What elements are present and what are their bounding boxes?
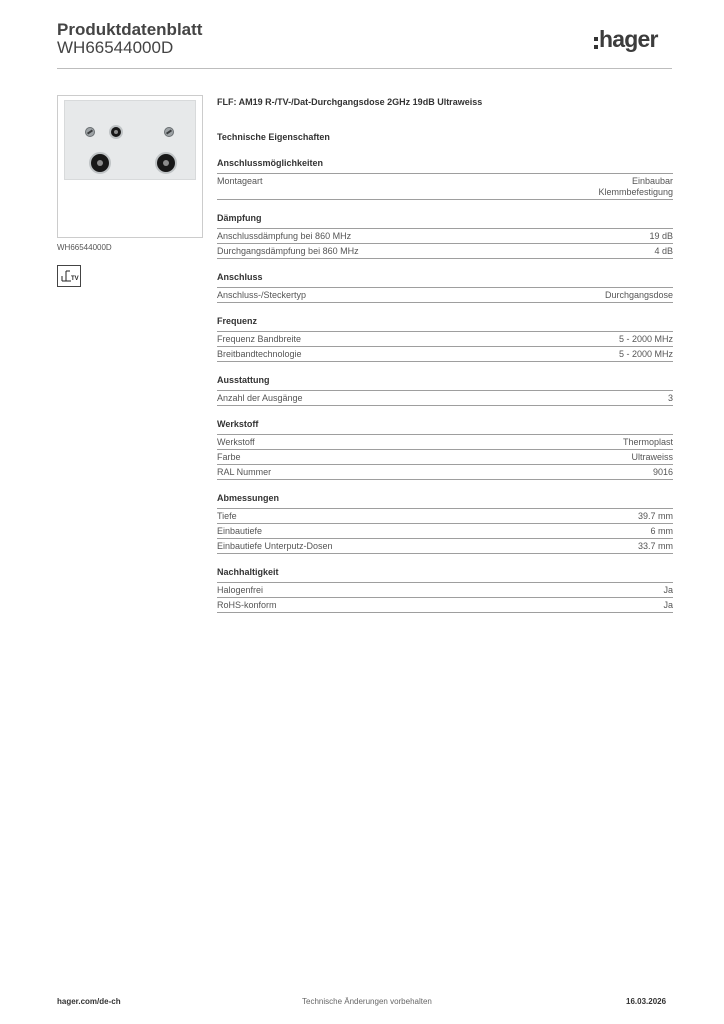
spec-label: Frequenz Bandbreite	[217, 334, 302, 344]
spec-value	[638, 541, 673, 552]
spec-group	[217, 212, 673, 259]
radio-port-icon	[155, 152, 177, 174]
group-title: Abmessungen	[217, 493, 280, 503]
tv-port-icon	[89, 152, 111, 174]
spec-value	[638, 511, 673, 522]
spec-row	[217, 598, 673, 613]
group-title: Werkstoff	[217, 419, 259, 429]
spec-value-line: Einbaubar	[631, 176, 673, 186]
section-heading: Technische Eigenschaften	[217, 132, 330, 142]
footer-date: 16.03.2026	[626, 997, 667, 1006]
spec-row	[217, 509, 673, 524]
spec-value	[619, 334, 673, 345]
spec-row	[217, 174, 673, 200]
document-title: Produktdatenblatt	[57, 20, 203, 39]
spec-row	[217, 583, 673, 598]
spec-value-line: 5 - 2000 MHz	[618, 334, 673, 344]
group-title: Ausstattung	[217, 375, 270, 385]
spec-label: Durchgangsdämpfung bei 860 MHz	[217, 246, 359, 256]
spec-label: Farbe	[217, 452, 241, 462]
spec-value	[654, 246, 673, 257]
spec-value	[605, 290, 673, 301]
group-title: Anschluss	[217, 272, 263, 282]
spec-value-line: 19 dB	[649, 231, 673, 241]
spec-group	[217, 566, 673, 613]
tv-socket-symbol-icon	[57, 265, 81, 287]
spec-group	[217, 157, 673, 200]
spec-value	[623, 437, 673, 448]
spec-value	[619, 349, 673, 360]
spec-row	[217, 229, 673, 244]
hager-logo	[594, 28, 674, 58]
group-title: Frequenz	[217, 316, 258, 326]
spec-value	[598, 176, 673, 198]
article-number: WH66544000D	[57, 38, 174, 57]
screw-icon	[85, 127, 95, 137]
spec-label: Tiefe	[217, 511, 237, 521]
symbol-label: TV	[71, 276, 79, 282]
spec-group	[217, 418, 673, 480]
spec-row	[217, 450, 673, 465]
product-title: FLF: AM19 R-/TV-/Dat-Durchgangsdose 2GHz 19dB Ultraweiss	[217, 97, 483, 107]
logo-colon-icon	[594, 36, 598, 50]
group-title: Nachhaltigkeit	[217, 567, 279, 577]
header-divider	[57, 68, 672, 69]
spec-value	[663, 600, 673, 611]
spec-row	[217, 288, 673, 303]
spec-value-line: 39.7 mm	[637, 511, 673, 521]
spec-row	[217, 244, 673, 259]
logo-wordmark: hager	[599, 26, 658, 52]
spec-value-line: Ja	[663, 585, 673, 595]
data-port-icon	[109, 125, 123, 139]
spec-value-line: 3	[667, 393, 673, 403]
spec-row	[217, 332, 673, 347]
spec-value	[631, 452, 673, 463]
spec-value-line: 33.7 mm	[637, 541, 673, 551]
spec-label: Anschluss-/Steckertyp	[217, 290, 307, 300]
spec-value-line: 4 dB	[654, 246, 673, 256]
spec-label: RAL Nummer	[217, 467, 272, 477]
spec-row	[217, 524, 673, 539]
spec-value-line: 5 - 2000 MHz	[618, 349, 673, 359]
spec-groups	[217, 157, 673, 613]
spec-value-line: Ultraweiss	[631, 452, 673, 462]
screw-icon	[164, 127, 174, 137]
spec-value	[651, 526, 674, 537]
spec-value-line: Klemmbefestigung	[598, 187, 673, 197]
footer-website-link[interactable]: hager.com/de-ch	[57, 997, 121, 1006]
spec-value-line: Thermoplast	[622, 437, 673, 447]
spec-value	[649, 231, 673, 242]
spec-row	[217, 435, 673, 450]
spec-label: Halogenfrei	[217, 585, 264, 595]
image-caption: WH66544000D	[57, 243, 112, 252]
spec-group	[217, 315, 673, 362]
spec-row	[217, 347, 673, 362]
spec-group	[217, 271, 673, 303]
group-title: Anschlussmöglichkeiten	[217, 158, 324, 168]
spec-content	[217, 97, 673, 625]
spec-value-line: 9016	[652, 467, 673, 477]
spec-label: Breitbandtechnologie	[217, 349, 302, 359]
group-title: Dämpfung	[217, 213, 262, 223]
spec-group	[217, 492, 673, 554]
spec-value-line: 6 mm	[650, 526, 673, 536]
spec-label: RoHS-konform	[217, 600, 277, 610]
spec-label: Werkstoff	[217, 437, 255, 447]
spec-value	[663, 585, 673, 596]
spec-value-line: Durchgangsdose	[604, 290, 673, 300]
socket-plate	[64, 100, 196, 180]
spec-label: Anschlussdämpfung bei 860 MHz	[217, 231, 352, 241]
spec-value	[668, 393, 673, 404]
spec-value	[653, 467, 673, 478]
spec-label: Montageart	[217, 176, 263, 186]
spec-label: Anzahl der Ausgänge	[217, 393, 303, 403]
spec-row	[217, 465, 673, 480]
product-image	[57, 95, 203, 238]
spec-row	[217, 539, 673, 554]
spec-label: Einbautiefe	[217, 526, 263, 536]
spec-label: Einbautiefe Unterputz-Dosen	[217, 541, 333, 551]
footer-notice: Technische Änderungen vorbehalten	[302, 997, 432, 1006]
spec-row	[217, 391, 673, 406]
spec-group	[217, 374, 673, 406]
spec-value-line: Ja	[663, 600, 673, 610]
